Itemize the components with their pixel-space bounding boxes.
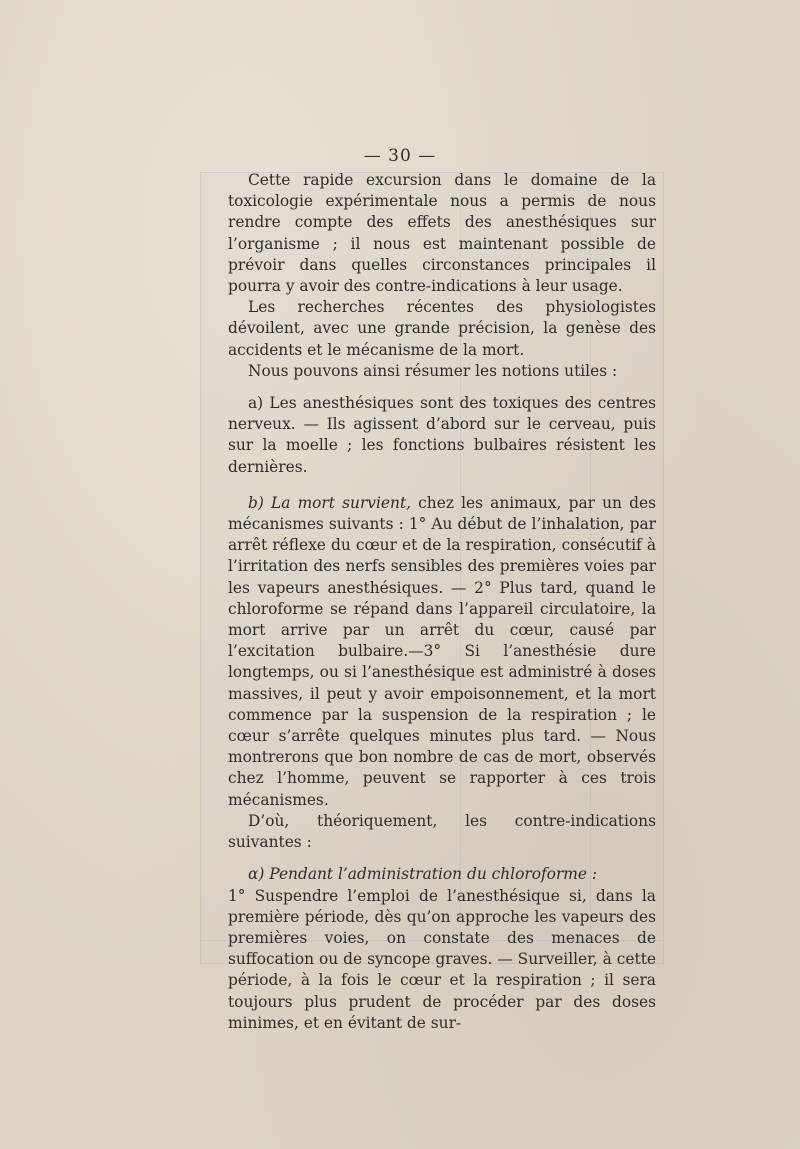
paragraph: Cette rapide excursion dans le domaine de la toxicologie expérimentale nous a permis de nous rendre compte des effets des anesthésiques sur l’organisme ; il nous est maintenant possible de prévoir dans quelles circonstances principales il pourra y avoir des contre-indications à leur usage. xyxy=(228,171,656,296)
paragraph: Les recherches récentes des physiologistes dévoilent, avec une grande précision, la genèse des accidents et le mécanisme de la mort. xyxy=(228,298,656,359)
point-alpha-text: 1° Suspendre l’emploi de l’anesthésique si, dans la première période, dès qu’on approche les vapeurs des premières voies, on constate des menaces de suffocation ou de syncope graves. — Surveiller, à cette période, à la fois le cœur et la respiration ; il sera toujours plus prudent de procéder par des doses minimes, et en évitant de sur- xyxy=(228,886,656,1032)
point-b-text: chez les animaux, par un des mécanismes suivants : 1° Au début de l’inhalation, par arrêt réflexe du cœur et de la respiration, consécutif à l’irritation des nerfs sensibles des premières voies par les vapeurs anesthésiques. — 2° Plus tard, quand le chloroforme se répand dans l’appareil circulatoire, la mort arrive par un arrêt du cœur, causé par l’excitation bulbaire.—3° Si l’anesthésie dure longtemps, ou si l’anesthésique est administré à doses massives, il peut y avoir empoisonnement, et la mort commence par la suspension de la respiration ; le cœur s’arrête quelques minutes plus tard. — Nous montrerons que bon nombre de cas de mort, observés chez l’homme, peuvent se rapporter à ces trois mécanismes. xyxy=(228,493,656,809)
paragraph-point-a: a) Les anesthésiques sont des toxiques des centres nerveux. — Ils agissent d’abord sur le cerveau, puis sur la moelle ; les fonctions bulbaires résistent les dernières. xyxy=(228,394,656,476)
paragraph: D’où, théoriquement, les contre-indications suivantes : xyxy=(228,811,656,852)
paragraph: Nous pouvons ainsi résumer les notions utiles : xyxy=(248,361,618,380)
point-alpha-heading: α) Pendant l’administration du chloroforme : xyxy=(248,865,598,884)
body-text xyxy=(228,170,656,1034)
point-b-label: b) La mort survient, xyxy=(248,493,412,512)
page-number: — 30 — xyxy=(363,146,437,166)
paragraph-point-b xyxy=(228,493,656,811)
